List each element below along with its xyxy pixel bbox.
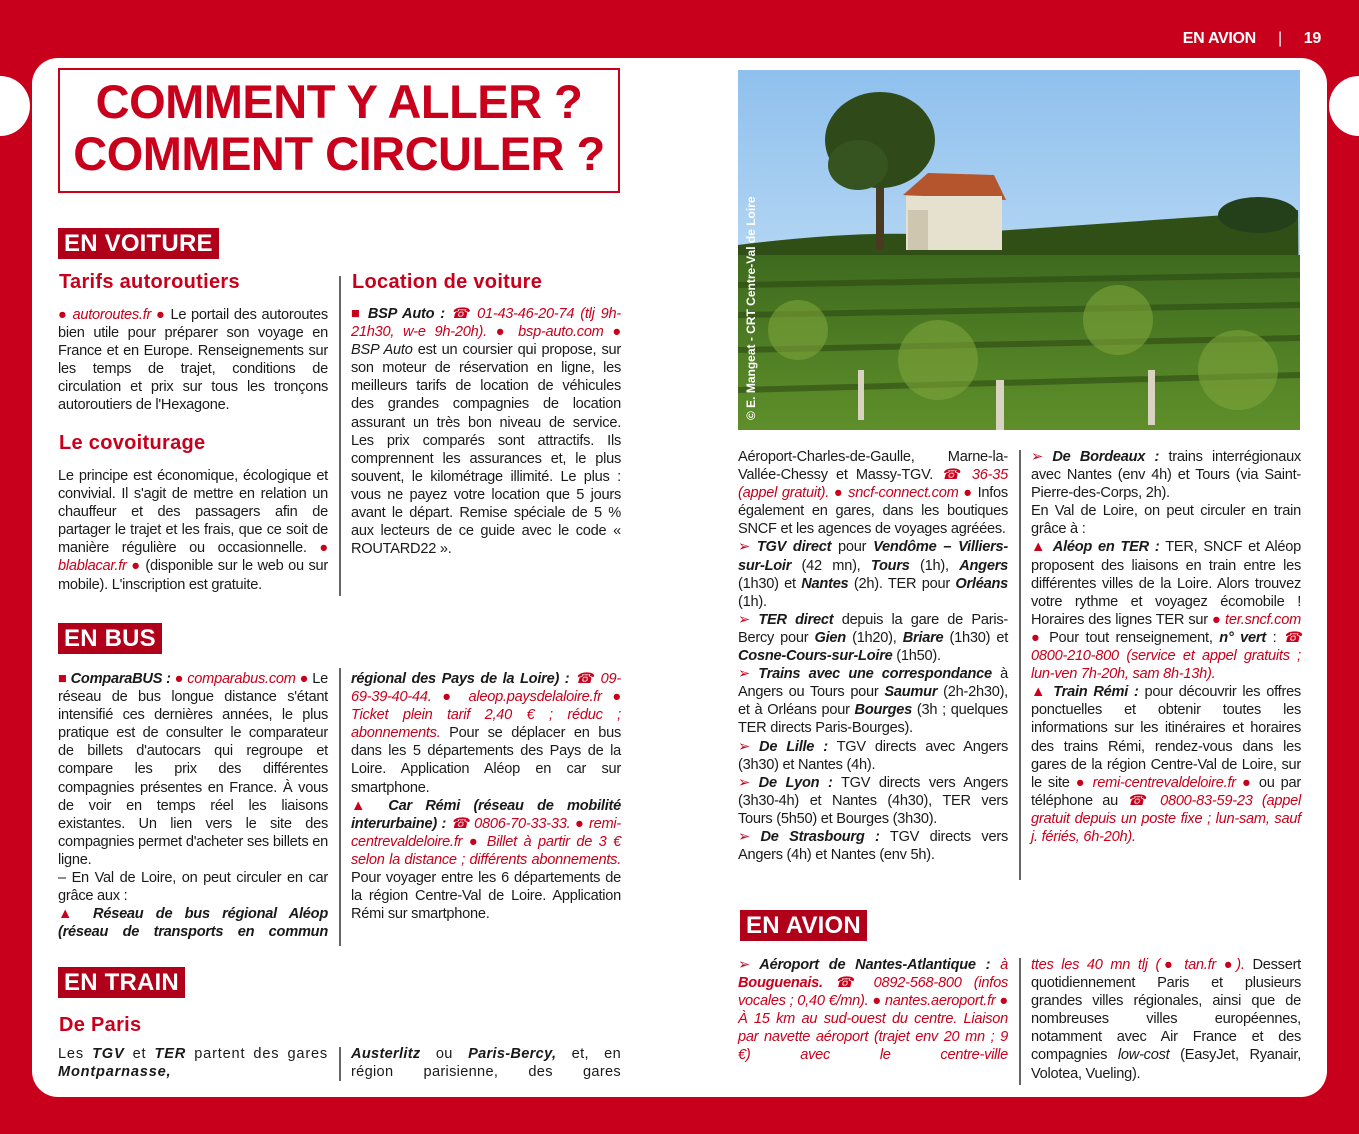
text-run: De Bordeaux : <box>1042 449 1160 465</box>
bullet-symbol-icon: ● <box>1075 774 1087 791</box>
text-run: régional des Pays de la Loire) : <box>351 671 576 687</box>
text-run: : <box>1265 629 1284 646</box>
subheading-location: Location de voiture <box>352 271 543 293</box>
contact-info: ☎ 0800-83-59-23 (appel gratuit depuis un poste fixe ; lun-sam, sauf j. fériés, 6h-20h). <box>1031 792 1301 845</box>
text-run: TGV <box>92 1046 125 1062</box>
contact-info: ttes les 40 mn tlj ( <box>1031 957 1161 973</box>
contact-info: ☎ 01-43-46-20-74 (tlj 9h-21h30, w-e 9h-20h). <box>351 306 621 341</box>
text-run: Car Rémi (réseau de mobilité interurbaine) : <box>351 797 621 832</box>
contact-info: Billet à partir de 3 € selon la distance ; différents abonnements. <box>351 833 621 868</box>
column-divider <box>339 668 341 946</box>
text-run: (1h20), <box>845 629 903 646</box>
bullet-symbol-icon: ➢ <box>738 957 750 973</box>
text-bus-col2 <box>351 670 621 923</box>
paragraph <box>1031 502 1301 538</box>
text-run: De Lille : <box>749 738 828 755</box>
paragraph <box>351 1045 621 1081</box>
text-run: De Lyon : <box>749 774 833 791</box>
paragraph <box>351 670 621 797</box>
text-run: Aéroport-Charles-de-Gaulle, Marne-la-Vallée-Chessy et Massy-TGV. <box>738 449 1008 484</box>
text-run: Cosne-Cours-sur-Loire <box>738 648 893 665</box>
text-run: partent des gares <box>186 1046 328 1062</box>
contact-info: aleop.paysdelaloire.fr <box>457 689 613 706</box>
text-run: est un coursier qui propose, sur son moteur de réservation en ligne, les meilleurs tarifs de location de véhicules des grandes compagnies de location assurant un très bon niveau de service. Les prix comparés sont attractifs. Ils comprennent les assurances et, le plus souvent, le kilométrage illimité. Le plus : vous ne payez votre location que 5 jours avant le départ. Remise spéciale de 5 % aux lecteurs de ce guide avec le code « ROUTARD22 ». <box>351 342 621 558</box>
text-run: Les <box>58 1046 93 1062</box>
text-run: ou par téléphone au <box>1031 774 1301 809</box>
bullet-symbol-icon: ▲ <box>1031 684 1048 701</box>
paragraph <box>58 467 328 594</box>
text-run: Angers <box>959 557 1008 574</box>
text-run: à Angers ou Tours pour <box>738 666 1008 701</box>
bullet-symbol-icon: ▲ <box>1031 539 1048 556</box>
text-run: Tours <box>870 557 910 574</box>
text-run: n° vert <box>1219 629 1266 646</box>
subheading-covoiturage: Le covoiturage <box>59 432 206 454</box>
text-tarifs <box>58 306 328 415</box>
text-run: (1h30) et <box>738 575 802 592</box>
text-run: TGV direct <box>749 539 832 556</box>
text-run: BSP Auto <box>351 342 413 359</box>
section-label-voiture: EN VOITURE <box>58 228 219 259</box>
text-run: (42 mn), <box>791 557 871 574</box>
text-run: En Val de Loire, on peut circuler en train grâce à : <box>1031 503 1301 538</box>
paragraph <box>1031 448 1301 502</box>
text-run: TER <box>154 1046 187 1062</box>
text-run: et, en région parisienne, des gares <box>351 1046 621 1081</box>
paragraph <box>351 305 621 558</box>
text-run: (1h), <box>909 557 960 574</box>
text-train-right-col2 <box>1031 448 1301 846</box>
bullet-symbol-icon: ➢ <box>738 611 750 628</box>
bullet-symbol-icon: ➢ <box>738 828 750 845</box>
bullet-symbol-icon: ● <box>174 671 184 687</box>
section-label-avion: EN AVION <box>740 910 867 941</box>
contact-info: nantes.aeroport.fr <box>880 993 1000 1010</box>
column-divider <box>339 1047 341 1081</box>
bullet-symbol-icon: ● <box>1241 774 1253 791</box>
contact-info: tan.fr <box>1176 957 1224 973</box>
paragraph <box>738 665 1008 737</box>
contact-info: autoroutes.fr <box>67 307 156 323</box>
contact-info: ter.sncf.com <box>1220 611 1301 628</box>
bullet-symbol-icon: ➢ <box>738 539 750 556</box>
section-label-bus: EN BUS <box>58 623 162 654</box>
paragraph <box>58 869 328 905</box>
text-run: Train Rémi : <box>1047 684 1139 701</box>
text-run: Austerlitz <box>351 1046 421 1062</box>
bullet-symbol-icon: ● <box>612 324 621 341</box>
paragraph <box>1031 538 1301 683</box>
contact-info: ☎ 0892-568-800 (infos vocales ; 0,40 €/mn). <box>738 975 1008 1010</box>
page-notch-right <box>1329 76 1359 136</box>
bullet-symbol-icon: ➢ <box>738 774 750 791</box>
text-run: TER direct <box>749 611 834 628</box>
bullet-symbol-icon: ● <box>319 540 328 557</box>
bullet-symbol-icon: ● <box>495 324 510 341</box>
column-divider <box>1019 958 1021 1085</box>
bullet-symbol-icon: ● <box>999 993 1008 1010</box>
bullet-symbol-icon: ▲ <box>58 906 81 923</box>
contact-info: Bouguenais. <box>738 975 823 992</box>
text-run: low-cost <box>1117 1047 1170 1064</box>
text-run: depuis la gare de Paris-Bercy pour <box>738 611 1008 646</box>
text-run: Bourges <box>854 702 912 719</box>
contact-info: bsp-auto.com <box>509 324 613 341</box>
text-run: Orléans <box>955 575 1008 592</box>
text-train-right-col1 <box>738 448 1008 864</box>
text-run: Pour tout renseignement, <box>1042 629 1220 646</box>
text-paris-col2 <box>351 1045 621 1081</box>
page-title <box>58 68 620 193</box>
bullet-symbol-icon: ▲ <box>351 797 375 814</box>
bullet-symbol-icon: ● <box>58 307 68 323</box>
contact-info: remi-centrevaldeloire.fr <box>1086 774 1242 791</box>
bullet-symbol-icon: ➢ <box>1031 449 1043 465</box>
paragraph <box>58 306 328 415</box>
text-run: ComparaBUS : <box>66 671 175 687</box>
bullet-symbol-icon: ● <box>156 307 166 323</box>
bullet-symbol-icon: ● <box>833 485 844 502</box>
contact-info: ☎ 09-69-39-40-44. <box>351 671 622 706</box>
text-run: (3h ; quelques TER directs Paris-Bourges). <box>738 702 1008 737</box>
text-run: trains interrégionaux avec Nantes (env 4h) et Tours (via Saint-Pierre-des-Corps, 2h). <box>1031 449 1301 502</box>
title-line-2: COMMENT CIRCULER ? <box>73 127 605 180</box>
text-run: Gien <box>814 629 846 646</box>
text-run: (1h50). <box>892 648 941 665</box>
bullet-symbol-icon: ● <box>299 671 309 687</box>
bullet-symbol-icon: ● <box>1160 957 1177 973</box>
bullet-symbol-icon: ■ <box>58 671 67 687</box>
text-run: et <box>124 1046 155 1062</box>
contact-info: ). <box>1236 957 1245 973</box>
text-run: Aéroport de Nantes-Atlantique : <box>749 957 1001 973</box>
paragraph <box>351 797 621 924</box>
contact-info: ☎ 36-35 (appel gratuit). <box>738 467 1008 502</box>
bullet-symbol-icon: ➢ <box>738 738 750 755</box>
bullet-symbol-icon: ● <box>1223 957 1237 973</box>
photo-credit: © E. Mangeat - CRT Centre-Val de Loire <box>744 196 758 420</box>
text-run: Saumur <box>884 684 938 701</box>
text-run: (disponible sur le web ou sur mobile). L'inscription est gratuite. <box>58 558 328 593</box>
text-run: (2h-2h30), et à Orléans pour <box>738 684 1008 719</box>
text-run: pour <box>831 539 874 556</box>
text-run: (1h30) et <box>943 629 1008 646</box>
text-avion-col2 <box>1031 956 1301 1083</box>
bullet-symbol-icon: ● <box>131 558 141 575</box>
bullet-symbol-icon: ● <box>872 993 881 1010</box>
bullet-symbol-icon: ● <box>1212 611 1221 628</box>
text-run: Le réseau de bus longue distance s'étant intensifié ces dernières années, le plus pratique est de consulter le comparateur de billets d'autocars qui regroupe et compare les prix des différentes compagnies présentes en France. À vous de voir en temps réel les liaisons existantes. Un lien vers le site des compagnies permet d'acheter ses billets en ligne. <box>58 671 328 868</box>
bullet-symbol-icon: ● <box>612 689 621 706</box>
paragraph <box>58 670 328 869</box>
text-run: Trains avec une correspondance <box>749 666 992 683</box>
contact-info: ☎ 0800-210-800 (service et appel gratuits ; lun-ven 7h-20h, sam 8h-13h). <box>1031 629 1301 683</box>
vineyard-photo-image <box>738 70 1300 430</box>
landscape-photo <box>738 70 1300 430</box>
text-run: Nantes <box>801 575 849 592</box>
text-run: TGV directs vers Angers (4h) et Nantes (env 5h). <box>738 828 1008 864</box>
text-run: (1h). <box>738 593 767 610</box>
paragraph <box>58 905 328 941</box>
text-run: TER, SNCF et Aléop proposent des liaisons en train entre les différentes villes de la Loire. Alors trouvez votre rythme et voyagez écomobile ! Horaires des lignes TER sur <box>1031 539 1301 628</box>
text-covoiturage <box>58 467 328 594</box>
running-header <box>1183 30 1321 48</box>
paragraph <box>1031 956 1301 1083</box>
text-run: (2h). TER pour <box>848 575 956 592</box>
text-run: Pour voyager entre les 6 départements de la région Centre-Val de Loire. Application Rémi sur smartphone. <box>351 870 621 923</box>
paragraph <box>738 774 1008 828</box>
column-divider <box>339 276 341 596</box>
text-run: – En Val de Loire, on peut circuler en car grâce aux : <box>58 870 328 905</box>
text-run: Le principe est économique, écologique et convivial. Il s'agit de mettre en relation un chauffeur et des passagers afin de partager le trajet et les frais, que ce soit de manière régulière ou occasionnelle. <box>58 468 328 557</box>
paragraph <box>738 448 1008 538</box>
paragraph <box>738 956 1008 1065</box>
paragraph <box>738 611 1008 665</box>
contact-info: Ticket plein tarif 2,40 € ; réduc ; abonnements. <box>351 707 621 742</box>
text-run: Pour se déplacer en bus dans les 5 départements des Pays de la Loire. Application Aléop en car sur smartphone. <box>351 725 621 796</box>
text-paris-col1 <box>58 1045 328 1081</box>
text-run: Le portail des autoroutes bien utile pour préparer son voyage en France et en Europe. Renseignements sur les temps de trajet, conditions de circulation et prix sur tous les tronçons autoroutiers de l'Hexagone. <box>58 307 328 414</box>
paragraph <box>738 828 1008 864</box>
contact-info: ☎ 0806-70-33-33. <box>450 815 576 832</box>
bullet-symbol-icon: ● <box>963 485 973 502</box>
text-run: Aléop en TER : <box>1047 539 1160 556</box>
bullet-symbol-icon: ● <box>468 833 481 850</box>
column-divider <box>1019 450 1021 880</box>
bullet-symbol-icon: ● <box>442 689 458 706</box>
text-run: TGV directs avec Angers (3h30) et Nantes (4h). <box>738 738 1009 773</box>
text-avion-col1 <box>738 956 1008 1065</box>
text-run: Dessert quotidiennement Paris et plusieurs grandes villes régionales, ainsi que de nombreuses villes européennes, notamment avec Air France et des compagnies <box>1031 957 1301 1064</box>
text-location <box>351 305 621 558</box>
page-number: 19 <box>1303 30 1321 47</box>
text-run: TGV directs vers Angers (3h30-4h) et Nantes (4h30), TER vers Tours (5h50) et Bourges (3h30). <box>738 774 1008 827</box>
contact-info: remi-centrevaldeloire.fr <box>351 815 621 850</box>
header-separator: | <box>1277 30 1282 47</box>
text-run: De Strasbourg : <box>749 828 880 845</box>
bullet-symbol-icon: ● <box>1031 629 1043 646</box>
paragraph <box>58 1045 328 1081</box>
text-bus-col1 <box>58 670 328 941</box>
contact-info: comparabus.com <box>183 671 300 687</box>
text-run: Réseau de bus régional Aléop (réseau de transports en commun <box>58 906 328 941</box>
text-run: Paris-Bercy, <box>468 1046 557 1062</box>
contact-info: blablacar.fr <box>58 558 132 575</box>
text-run: BSP Auto : <box>361 306 451 322</box>
header-section: EN AVION <box>1182 30 1256 47</box>
contact-info: à <box>1000 957 1008 973</box>
paragraph <box>738 738 1008 774</box>
contact-info: sncf-connect.com <box>843 485 964 502</box>
text-run: ou <box>420 1046 469 1062</box>
text-run: Briare <box>902 629 944 646</box>
page-notch-left <box>0 76 30 136</box>
subheading-tarifs: Tarifs autoroutiers <box>59 271 240 293</box>
bullet-symbol-icon: ■ <box>351 306 362 322</box>
bullet-symbol-icon: ● <box>575 815 585 832</box>
contact-info: À 15 km au sud-ouest du centre. Liaison par navette aéroport (trajet env 20 mn ; 9 €) avec le centre-ville <box>738 1011 1008 1064</box>
text-run: Infos également en gares, dans les boutiques SNCF et les agences de voyages agréées. <box>738 485 1008 538</box>
bullet-symbol-icon: ➢ <box>738 666 750 683</box>
subheading-de-paris: De Paris <box>59 1014 142 1036</box>
text-run: pour découvrir les offres ponctuelles et obtenir toutes les informations sur les itinéraires et horaires des trains Rémi, rendez-vous dans les gares de la région Centre-Val de Loire, sur le site <box>1031 684 1301 791</box>
paragraph <box>738 538 1008 610</box>
text-run: Vendôme – Villiers-sur-Loir <box>738 539 1009 574</box>
title-line-1: COMMENT Y ALLER ? <box>95 75 583 128</box>
paragraph <box>1031 683 1301 846</box>
text-run: Montparnasse, <box>58 1064 172 1081</box>
section-label-train: EN TRAIN <box>58 967 185 998</box>
text-run: (EasyJet, Ryanair, Volotea, Vueling). <box>1031 1047 1301 1082</box>
